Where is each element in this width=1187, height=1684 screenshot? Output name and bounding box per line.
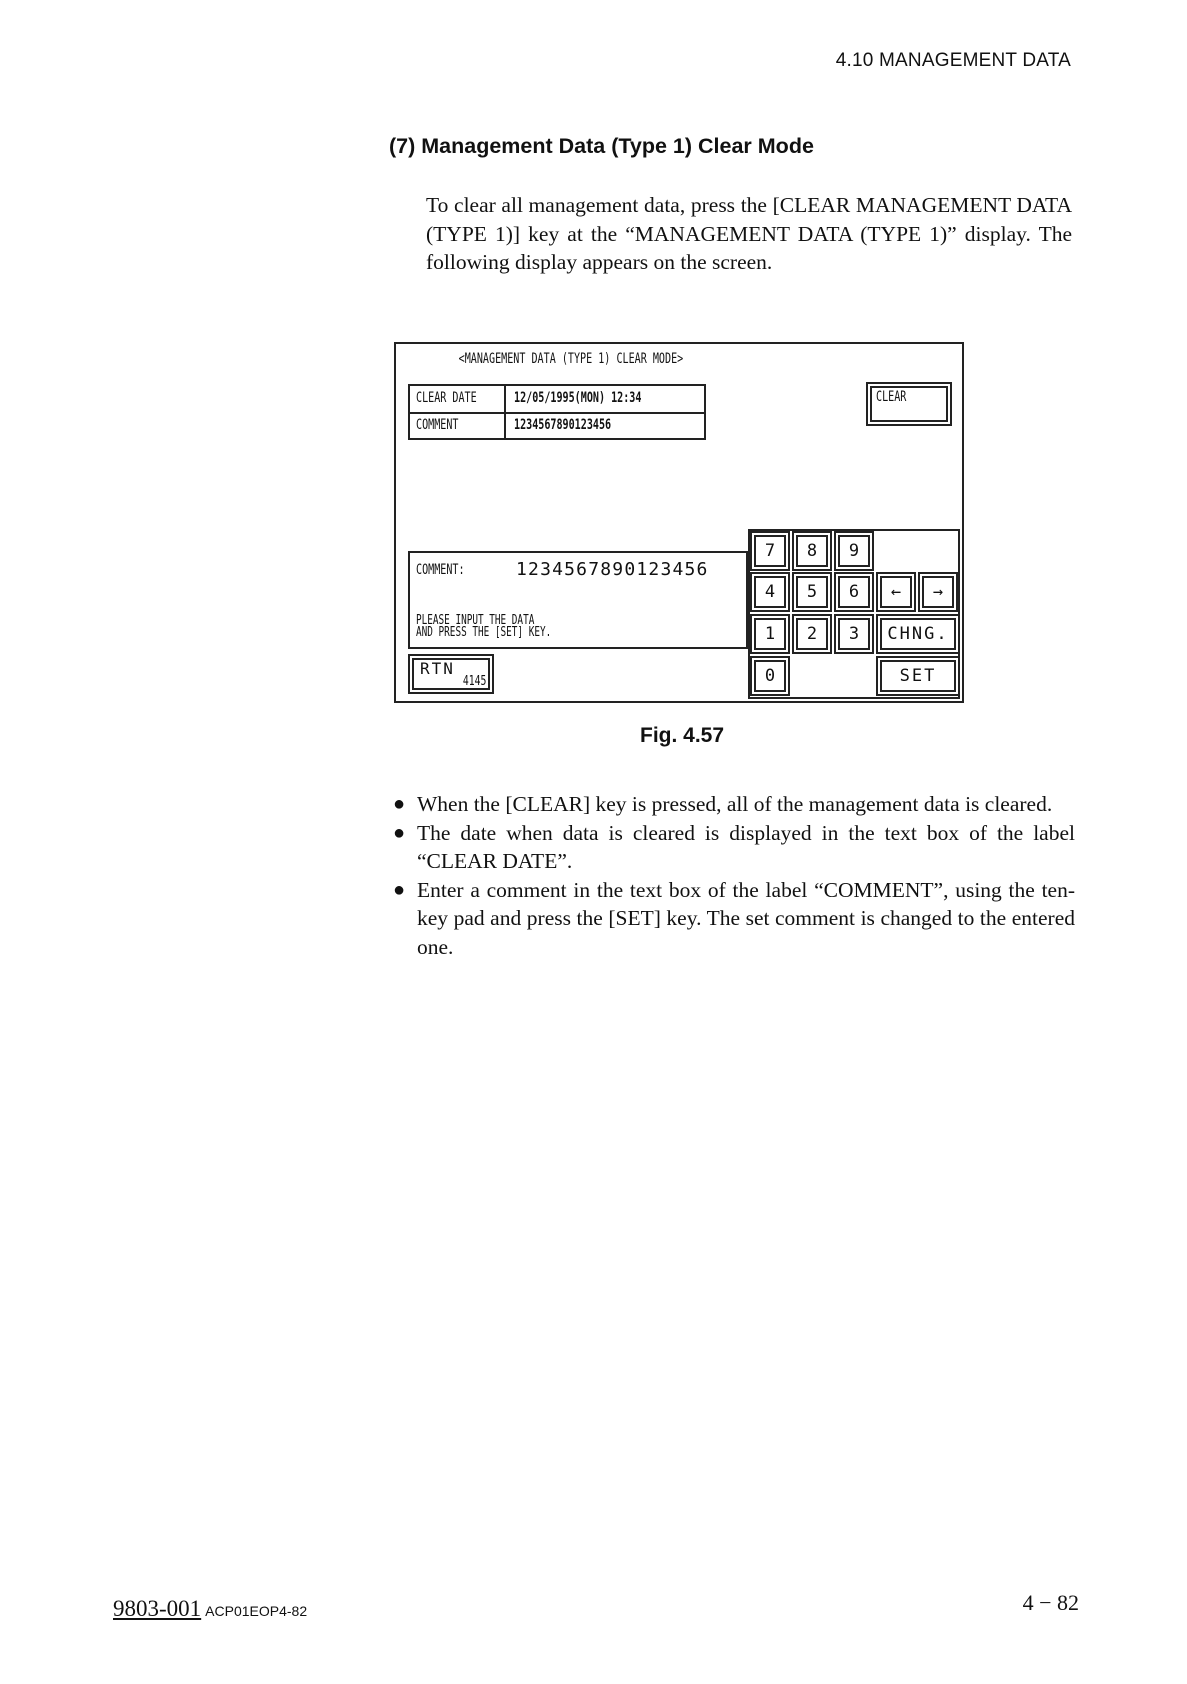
return-button-label: RTN: [420, 659, 455, 678]
key-1[interactable]: 1: [750, 614, 790, 654]
management-data-clear-screen: [394, 342, 964, 703]
message-line-2: AND PRESS THE [SET] KEY.: [416, 625, 552, 640]
right-arrow-key[interactable]: →: [918, 572, 958, 612]
key-8[interactable]: 8: [792, 531, 832, 571]
bullet-icon: ●: [393, 878, 406, 901]
message-line-1: PLEASE INPUT THE DATA: [416, 613, 535, 628]
section-header: 4.10 MANAGEMENT DATA: [835, 50, 1071, 71]
set-key[interactable]: SET: [876, 656, 960, 696]
clear-button-label: CLEAR: [876, 389, 907, 405]
bullet-text: The date when data is cleared is displayed in the text box of the label “CLEAR DATE”.: [417, 820, 1075, 873]
key-2[interactable]: 2: [792, 614, 832, 654]
key-9[interactable]: 9: [834, 531, 874, 571]
list-item: [393, 876, 1075, 962]
comment-label: COMMENT: [416, 417, 459, 433]
key-5[interactable]: 5: [792, 572, 832, 612]
bullet-icon: ●: [393, 821, 406, 844]
clear-date-label: CLEAR DATE: [416, 390, 477, 406]
left-arrow-key[interactable]: ←: [876, 572, 916, 612]
section-title: (7) Management Data (Type 1) Clear Mode: [389, 134, 814, 158]
comment-entry-box[interactable]: [408, 551, 748, 649]
key-4[interactable]: 4: [750, 572, 790, 612]
key-6[interactable]: 6: [834, 572, 874, 612]
intro-paragraph: To clear all management data, press the [CLEAR MANAGEMENT DATA (TYPE 1)] key at the “MANAGEMENT DATA (TYPE 1)” display. The following display appears on the screen.: [426, 193, 1072, 274]
bullet-icon: ●: [393, 793, 406, 815]
divider: [504, 386, 506, 412]
clear-button[interactable]: [866, 382, 952, 426]
footer-doc-id: [113, 1596, 307, 1622]
key-0[interactable]: 0: [750, 656, 790, 696]
bullet-list: [393, 790, 1075, 961]
doc-code: ACP01EOP4-82: [205, 1603, 308, 1619]
info-table: [408, 384, 706, 440]
key-7[interactable]: 7: [750, 531, 790, 571]
comment-value: 1234567890123456: [514, 417, 612, 433]
clear-date-value: 12/05/1995(MON) 12:34: [514, 390, 642, 406]
entry-value: 1234567890123456: [516, 559, 709, 580]
page-number: 4 − 82: [1022, 1590, 1079, 1615]
clear-date-row: [410, 386, 704, 414]
key-3[interactable]: 3: [834, 614, 874, 654]
screen-title: <MANAGEMENT DATA (TYPE 1) CLEAR MODE>: [458, 351, 684, 367]
return-button-code: 4145: [462, 674, 486, 689]
entry-label: COMMENT:: [416, 562, 465, 578]
bullet-text: When the [CLEAR] key is pressed, all of the management data is cleared.: [417, 792, 1053, 816]
divider: [504, 413, 506, 439]
change-key[interactable]: CHNG.: [876, 614, 960, 654]
figure-caption: Fig. 4.57: [640, 724, 725, 747]
bullet-text: Enter a comment in the text box of the label “COMMENT”, using the ten-key pad and press the [SET] key. The set comment is changed to the entered one.: [417, 877, 1075, 959]
list-item: [393, 819, 1075, 876]
list-item: [393, 790, 1075, 819]
doc-number: 9803-001: [113, 1596, 202, 1621]
return-button[interactable]: [408, 654, 494, 694]
comment-row: [410, 413, 704, 439]
